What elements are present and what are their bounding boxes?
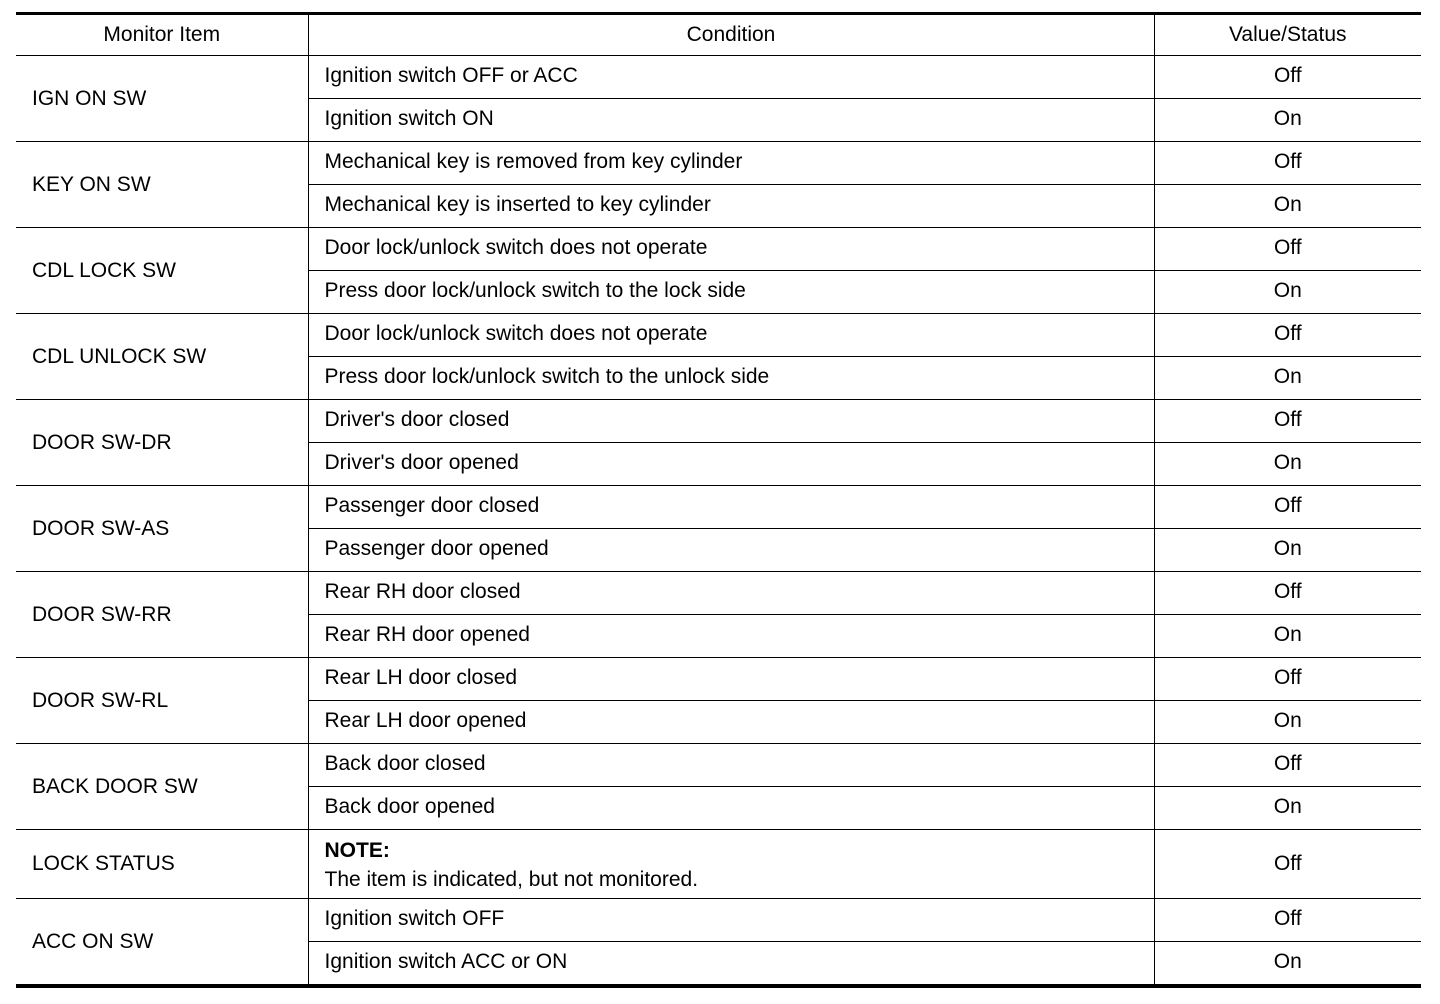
condition-cell: Mechanical key is inserted to key cylinder	[308, 185, 1154, 228]
monitor-item-cell: BACK DOOR SW	[16, 744, 308, 830]
note-cell	[308, 830, 1154, 899]
value-cell: On	[1154, 271, 1421, 314]
condition-cell: Door lock/unlock switch does not operate	[308, 314, 1154, 357]
note-label: NOTE:	[324, 839, 390, 862]
table-row	[16, 830, 1421, 899]
condition-cell: Ignition switch OFF	[308, 899, 1154, 942]
note-text: The item is indicated, but not monitored.	[324, 868, 699, 891]
table-row	[16, 56, 1421, 99]
condition-cell: Ignition switch ACC or ON	[308, 942, 1154, 987]
monitor-item-cell: KEY ON SW	[16, 142, 308, 228]
condition-cell: Driver's door opened	[308, 443, 1154, 486]
condition-cell: Ignition switch ON	[308, 99, 1154, 142]
table-row	[16, 572, 1421, 615]
table-row	[16, 744, 1421, 787]
condition-cell: Driver's door closed	[308, 400, 1154, 443]
value-cell: Off	[1154, 56, 1421, 99]
condition-cell: Mechanical key is removed from key cylinder	[308, 142, 1154, 185]
table-row	[16, 899, 1421, 942]
condition-cell: Back door closed	[308, 744, 1154, 787]
monitor-item-cell: DOOR SW-AS	[16, 486, 308, 572]
value-cell: On	[1154, 942, 1421, 987]
value-cell: Off	[1154, 142, 1421, 185]
value-cell: On	[1154, 529, 1421, 572]
monitor-item-cell: LOCK STATUS	[16, 830, 308, 899]
value-cell: Off	[1154, 314, 1421, 357]
monitor-item-cell: DOOR SW-DR	[16, 400, 308, 486]
value-cell: Off	[1154, 228, 1421, 271]
table-row	[16, 228, 1421, 271]
header-condition: Condition	[308, 14, 1154, 56]
value-cell: Off	[1154, 830, 1421, 899]
table-row	[16, 314, 1421, 357]
value-cell: On	[1154, 787, 1421, 830]
condition-cell: Press door lock/unlock switch to the lock side	[308, 271, 1154, 314]
value-cell: On	[1154, 357, 1421, 400]
value-cell: Off	[1154, 572, 1421, 615]
table-row	[16, 400, 1421, 443]
value-cell: On	[1154, 99, 1421, 142]
value-cell: Off	[1154, 658, 1421, 701]
condition-cell: Rear RH door closed	[308, 572, 1154, 615]
monitor-item-cell: IGN ON SW	[16, 56, 308, 142]
condition-cell: Rear RH door opened	[308, 615, 1154, 658]
table-body	[16, 56, 1421, 987]
header-row	[16, 14, 1421, 56]
monitor-item-cell: DOOR SW-RL	[16, 658, 308, 744]
value-cell: Off	[1154, 899, 1421, 942]
table-row	[16, 658, 1421, 701]
monitor-item-cell: DOOR SW-RR	[16, 572, 308, 658]
condition-cell: Rear LH door closed	[308, 658, 1154, 701]
monitor-item-cell: CDL UNLOCK SW	[16, 314, 308, 400]
condition-cell: Rear LH door opened	[308, 701, 1154, 744]
header-value-status: Value/Status	[1154, 14, 1421, 56]
table-header	[16, 14, 1421, 56]
value-cell: On	[1154, 185, 1421, 228]
value-cell: On	[1154, 615, 1421, 658]
condition-cell: Back door opened	[308, 787, 1154, 830]
monitor-item-cell: CDL LOCK SW	[16, 228, 308, 314]
condition-cell: Passenger door opened	[308, 529, 1154, 572]
table-row	[16, 486, 1421, 529]
value-cell: On	[1154, 443, 1421, 486]
value-cell: On	[1154, 701, 1421, 744]
value-cell: Off	[1154, 400, 1421, 443]
table-row	[16, 142, 1421, 185]
condition-cell: Ignition switch OFF or ACC	[308, 56, 1154, 99]
monitor-item-cell: ACC ON SW	[16, 899, 308, 987]
condition-cell: Press door lock/unlock switch to the unlock side	[308, 357, 1154, 400]
monitor-table	[16, 12, 1421, 988]
value-cell: Off	[1154, 744, 1421, 787]
value-cell: Off	[1154, 486, 1421, 529]
condition-cell: Passenger door closed	[308, 486, 1154, 529]
header-monitor-item: Monitor Item	[16, 14, 308, 56]
condition-cell: Door lock/unlock switch does not operate	[308, 228, 1154, 271]
